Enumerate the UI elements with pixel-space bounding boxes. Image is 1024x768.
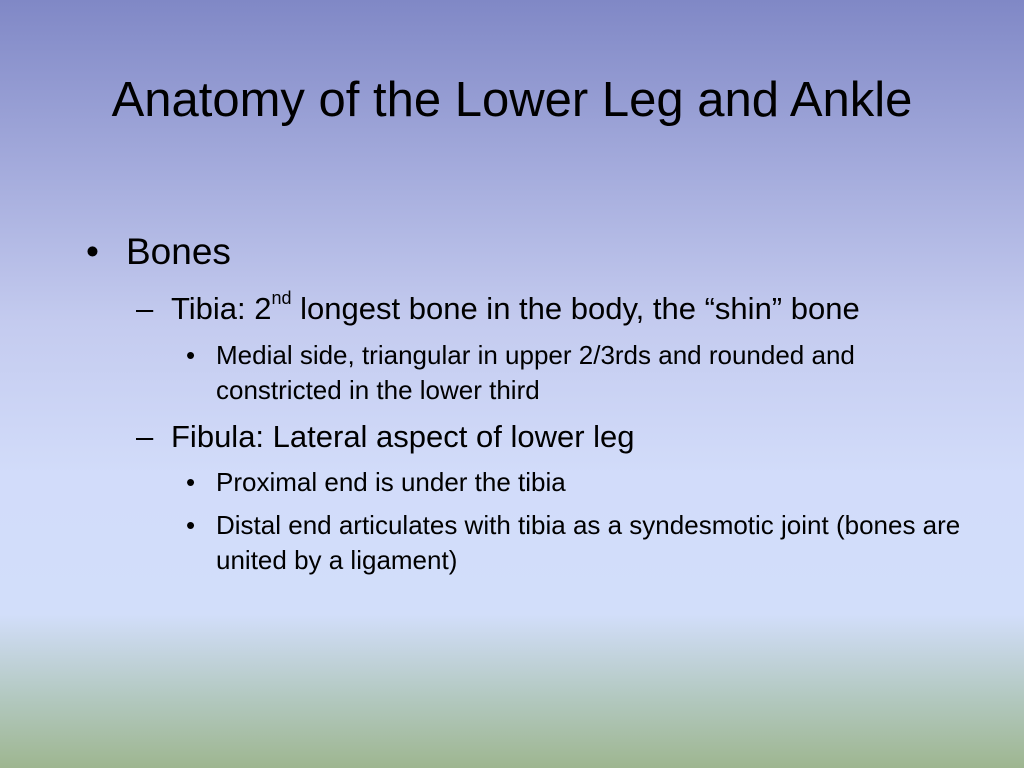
bullet-marker: • (186, 467, 196, 497)
slide-body (86, 224, 966, 578)
bullet-fibula-proximal (186, 465, 966, 500)
tibia-detail-text: Medial side, triangular in upper 2/3rds and rounded and constricted in the lower third (216, 340, 855, 405)
ordinal-superscript: nd (271, 287, 292, 308)
fibula-text: Fibula: Lateral aspect of lower leg (171, 419, 635, 454)
bullet-marker: • (186, 340, 196, 370)
dash-marker: – (136, 291, 154, 326)
fibula-distal-text: Distal end articulates with tibia as a syndesmotic joint (bones are united by a ligament) (216, 510, 961, 575)
bullet-marker: • (86, 231, 99, 272)
bullet-bones (86, 224, 966, 279)
fibula-proximal-text: Proximal end is under the tibia (216, 467, 566, 497)
slide-title: Anatomy of the Lower Leg and Ankle (111, 73, 913, 127)
dash-marker: – (136, 419, 154, 454)
bullet-tibia-detail (186, 338, 966, 408)
bullet-bones-text: Bones (126, 231, 231, 272)
tibia-prefix: Tibia: 2 (171, 291, 272, 326)
tibia-suffix: longest bone in the body, the “shin” bone (291, 291, 860, 326)
bullet-marker: • (186, 510, 196, 540)
bullet-tibia (136, 289, 966, 329)
bullet-fibula (136, 417, 966, 457)
bullet-fibula-distal (186, 508, 966, 578)
